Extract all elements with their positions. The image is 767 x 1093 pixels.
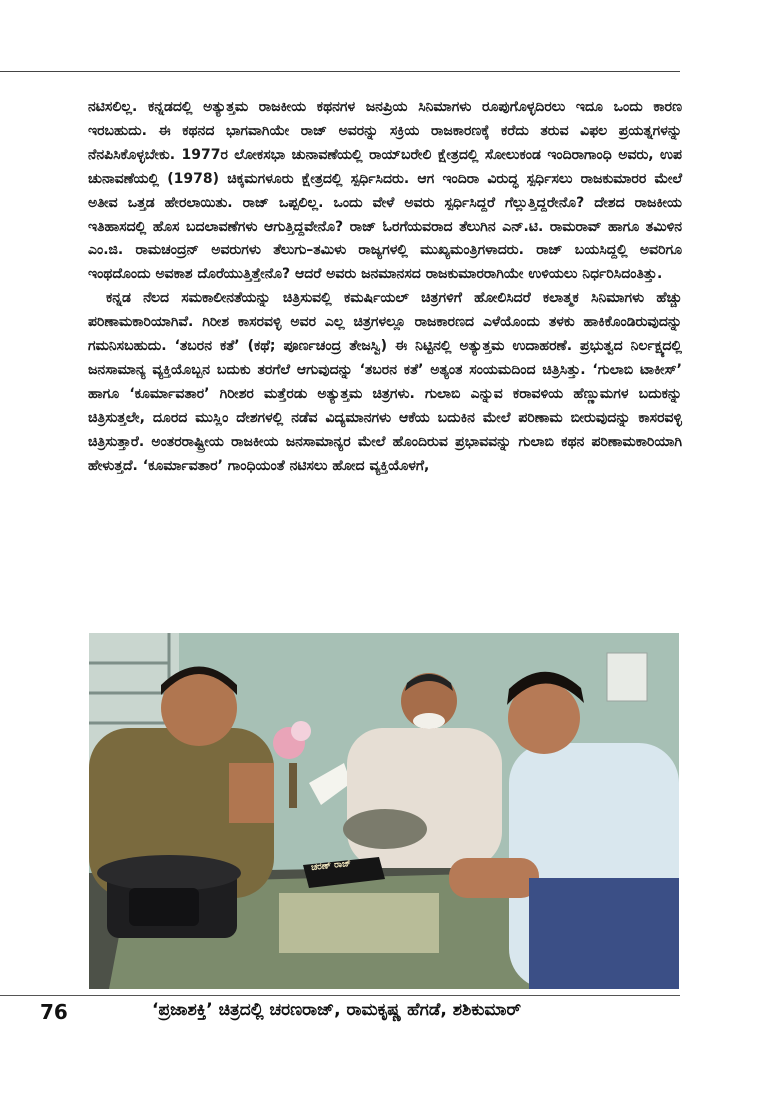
page-number: 76 [40, 1000, 68, 1024]
photo-caption: ‘ಪ್ರಜಾಶಕ್ತಿ’ ಚಿತ್ರದಲ್ಲಿ ಚರಣರಾಜ್, ರಾಮಕೃಷ್ಣ ಹೆಗಡೆ, ಶಶಿಕುಮಾರ್ [152, 1000, 522, 1020]
film-still-photo [89, 633, 679, 989]
nameplate-label: ಚರಣ್ ರಾಜ್ [310, 858, 352, 874]
bottom-rule [0, 995, 680, 996]
paragraph-2: ಕನ್ನಡ ನೆಲದ ಸಮಕಾಲೀನತೆಯನ್ನು ಚಿತ್ರಿಸುವಲ್ಲಿ ಕಮರ್ಷಿಯಲ್ ಚಿತ್ರಗಳಿಗೆ ಹೋಲಿಸಿದರೆ ಕಲಾತ್ಮಕ ಸಿನಿಮಾಗಳು ಹೆಚ್ಚು ಪರಿಣಾಮಕಾರಿಯಾಗಿವೆ. ಗಿರೀಶ ಕಾಸರವಳ್ಳಿ ಅವರ ಎಲ್ಲ ಚಿತ್ರಗಳಲ್ಲೂ ರಾಜಕಾರಣದ ಎಳೆಯೊಂದು ತಳಕು ಹಾಕಿಕೊಂಡಿರುವುದನ್ನು ಗಮನಿಸಬಹುದು. ‘ತಬರನ ಕತೆ’ (ಕಥೆ; ಪೂರ್ಣಚಂದ್ರ ತೇಜಸ್ವಿ) ಈ ನಿಟ್ಟಿನಲ್ಲಿ ಅತ್ಯುತ್ತಮ ಉದಾಹರಣೆ. ಪ್ರಭುತ್ವದ ನಿರ್ಲಕ್ಷ್ಯದಲ್ಲಿ ಜನಸಾಮಾನ್ಯ ವ್ಯಕ್ತಿಯೊಬ್ಬನ ಬದುಕು ತರಗೆಲೆ ಆಗುವುದನ್ನು ‘ತಬರನ ಕತೆ’ ಅತ್ಯಂತ ಸಂಯಮದಿಂದ ಚಿತ್ರಿಸಿತ್ತು. ‘ಗುಲಾಬಿ ಟಾಕೀಸ್’ ಹಾಗೂ ‘ಕೂರ್ಮಾವತಾರ’ ಗಿರೀಶರ ಮತ್ತೆರಡು ಅತ್ಯುತ್ತಮ ಚಿತ್ರಗಳು. ಗುಲಾಬಿ ಎನ್ನುವ ಕರಾವಳಿಯ ಹೆಣ್ಣುಮಗಳ ಬದುಕನ್ನು ಚಿತ್ರಿಸುತ್ತಲೇ, ದೂರದ ಮುಸ್ಲಿಂ ದೇಶಗಳಲ್ಲಿ ನಡೆವ ವಿದ್ಯಮಾನಗಳು ಆಕೆಯ ಬದುಕಿನ ಮೇಲೆ ಪರಿಣಾಮ ಬೀರುವುದನ್ನು ಕಾಸರವಳ್ಳಿ ಚಿತ್ರಿಸುತ್ತಾರೆ. ಅಂತರರಾಷ್ಟ್ರೀಯ ರಾಜಕೀಯ ಜನಸಾಮಾನ್ಯರ ಮೇಲೆ ಹೊಂದಿರುವ ಪ್ರಭಾವವನ್ನು ಗುಲಾಬಿ ಕಥನ ಪರಿಣಾಮಕಾರಿಯಾಗಿ ಹೇಳುತ್ತದೆ. ‘ಕೂರ್ಮಾವತಾರ’ ಗಾಂಧಿಯಂತೆ ನಟಿಸಲು ಹೋದ ವ್ಯಕ್ತಿಯೊಳಗೆ, [88, 290, 682, 474]
body-text [88, 96, 682, 479]
top-rule [0, 71, 680, 72]
paragraph-1: ನಟಿಸಲಿಲ್ಲ. ಕನ್ನಡದಲ್ಲಿ ಅತ್ಯುತ್ತಮ ರಾಜಕೀಯ ಕಥನಗಳ ಜನಪ್ರಿಯ ಸಿನಿಮಾಗಳು ರೂಪುಗೊಳ್ಳದಿರಲು ಇದೂ ಒಂದು ಕಾರಣ ಇರಬಹುದು. ಈ ಕಥನದ ಭಾಗವಾಗಿಯೇ ರಾಜ್ ಅವರನ್ನು ಸಕ್ರಿಯ ರಾಜಕಾರಣಕ್ಕೆ ಕರೆದು ತರುವ ವಿಫಲ ಪ್ರಯತ್ನಗಳನ್ನು ನೆನಪಿಸಿಕೊಳ್ಳಬೇಕು. 1977ರ ಲೋಕಸಭಾ ಚುನಾವಣೆಯಲ್ಲಿ ರಾಯ್‌ಬರೇಲಿ ಕ್ಷೇತ್ರದಲ್ಲಿ ಸೋಲುಕಂಡ ಇಂದಿರಾಗಾಂಧಿ ಅವರು, ಉಪ ಚುನಾವಣೆಯಲ್ಲಿ (1978) ಚಿಕ್ಕಮಗಳೂರು ಕ್ಷೇತ್ರದಲ್ಲಿ ಸ್ಪರ್ಧಿಸಿದರು. ಆಗ ಇಂದಿರಾ ವಿರುದ್ಧ ಸ್ಪರ್ಧಿಸಲು ರಾಜಕುಮಾರರ ಮೇಲೆ ಅತೀವ ಒತ್ತಡ ಹೇರಲಾಯಿತು. ರಾಜ್ ಒಪ್ಪಲಿಲ್ಲ. ಒಂದು ವೇಳೆ ಅವರು ಸ್ಪರ್ಧಿಸಿದ್ದರೆ ಗೆಲ್ಲುತ್ತಿದ್ದರೇನೊ? ದೇಶದ ರಾಜಕೀಯ ಇತಿಹಾಸದಲ್ಲಿ ಹೊಸ ಬದಲಾವಣೆಗಳು ಆಗುತ್ತಿದ್ದವೇನೊ? ರಾಜ್ ಓರಗೆಯವರಾದ ತೆಲುಗಿನ ಎನ್.ಟಿ. ರಾಮರಾವ್ ಹಾಗೂ ತಮಿಳಿನ ಎಂ.ಜಿ. ರಾಮಚಂದ್ರನ್ ಅವರುಗಳು ತೆಲುಗು–ತಮಿಳು ರಾಜ್ಯಗಳಲ್ಲಿ ಮುಖ್ಯಮಂತ್ರಿಗಳಾದರು. ರಾಜ್ ಬಯಸಿದ್ದಲ್ಲಿ ಅವರಿಗೂ ಇಂಥದೊಂದು ಅವಕಾಶ ದೊರೆಯುತ್ತಿತ್ತೇನೊ? ಆದರೆ ಅವರು ಜನಮಾನಸದ ರಾಜಕುಮಾರರಾಗಿಯೇ ಉಳಿಯಲು ನಿರ್ಧರಿಸಿದಂತಿತ್ತು. [88, 99, 682, 283]
